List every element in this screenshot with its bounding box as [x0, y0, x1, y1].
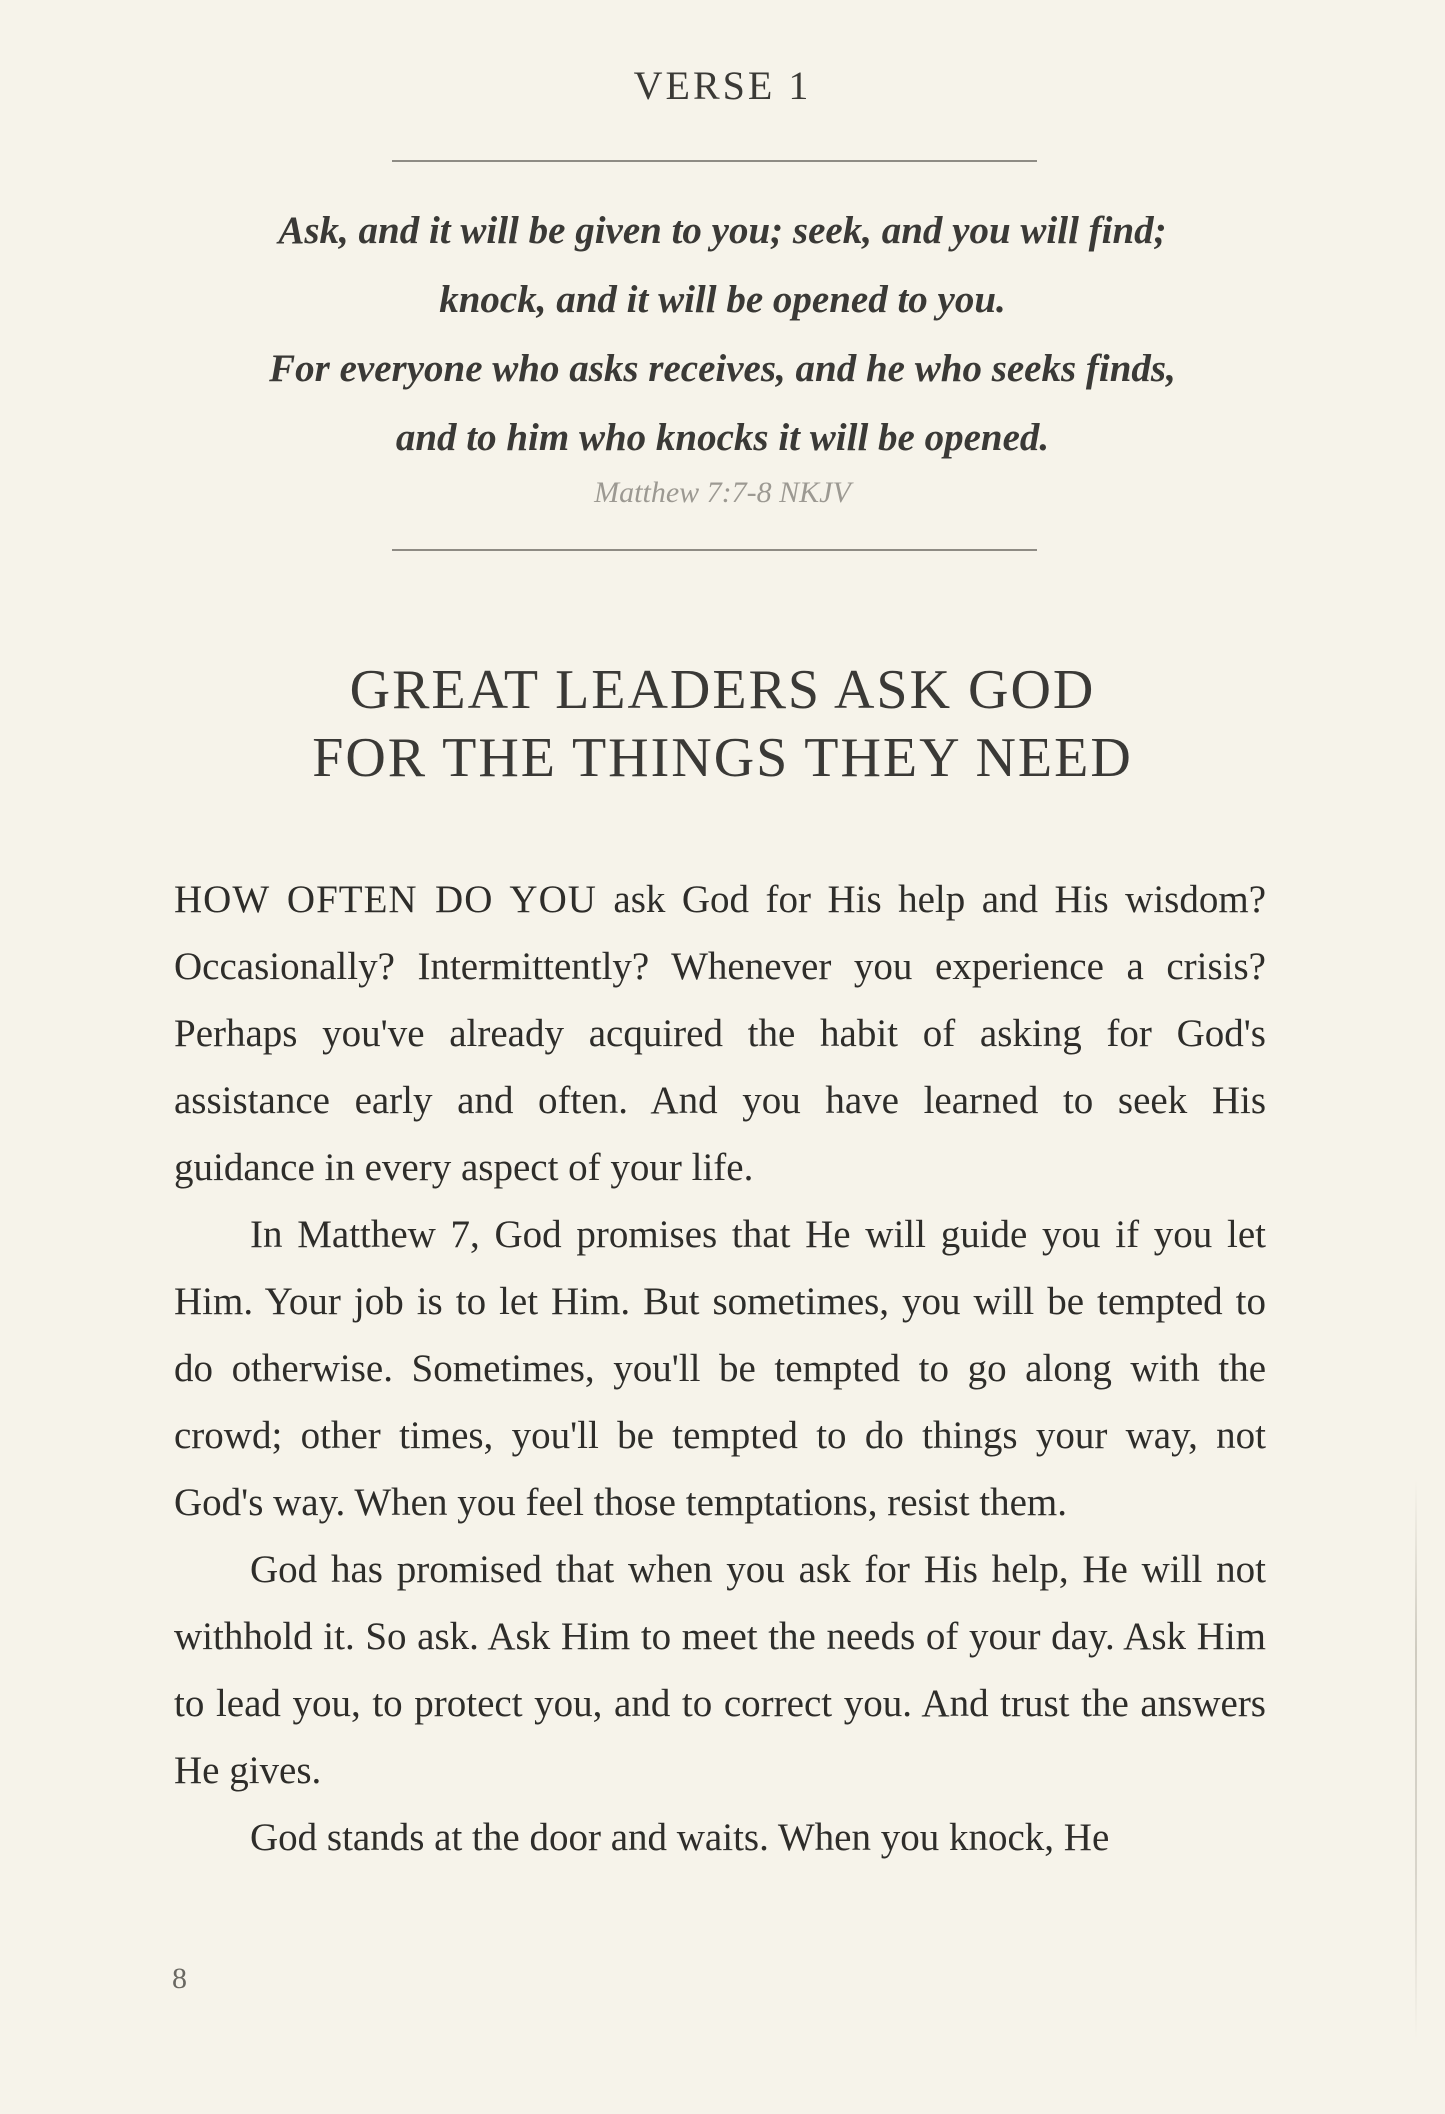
paragraph-1-text: ask God for His help and His wisdom? Occasionally? Intermittently? Whenever you experience a crisis? Perhaps you've already acquired the habit of asking for God's assistance early and often. And you have learned to seek His guidance in every aspect of your life. — [174, 878, 1266, 1189]
heading-line-1: GREAT LEADERS ASK GOD — [349, 659, 1096, 721]
scan-shadow — [1415, 1480, 1417, 2040]
scripture-quote — [120, 196, 1325, 472]
body-text — [174, 866, 1266, 1871]
chapter-heading — [0, 656, 1445, 792]
scripture-line: knock, and it will be opened to you. — [439, 278, 1006, 321]
scripture-line: For everyone who asks receives, and he who seeks finds, — [269, 347, 1176, 390]
scripture-line: and to him who knocks it will be opened. — [395, 416, 1050, 459]
paragraph-lead-in: HOW OFTEN DO YOU — [174, 878, 597, 921]
paragraph-4: God stands at the door and waits. When you knock, He — [250, 1816, 1110, 1859]
heading-line-2: FOR THE THINGS THEY NEED — [312, 727, 1133, 789]
paragraph-1 — [174, 866, 1266, 1201]
bottom-divider — [392, 549, 1037, 551]
paragraph-2: In Matthew 7, God promises that He will guide you if you let Him. Your job is to let Him. But sometimes, you will be tempted to do otherwise. Sometimes, you'll be tempted to go along with the crowd; other times, you'll be tempted to do things your way, not God's way. When you feel those temptations, resist them. — [174, 1213, 1266, 1524]
scripture-line: Ask, and it will be given to you; seek, and you will find; — [278, 209, 1167, 252]
verse-label: VERSE 1 — [633, 63, 812, 108]
paragraph-3: God has promised that when you ask for His help, He will not withhold it. So ask. Ask Him to meet the needs of your day. Ask Him to lead you, to protect you, and to correct you. And trust the answers He gives. — [174, 1548, 1266, 1792]
top-divider — [392, 160, 1037, 162]
page-number: 8 — [172, 1962, 187, 1995]
scripture-citation: Matthew 7:7-8 NKJV — [594, 476, 851, 509]
